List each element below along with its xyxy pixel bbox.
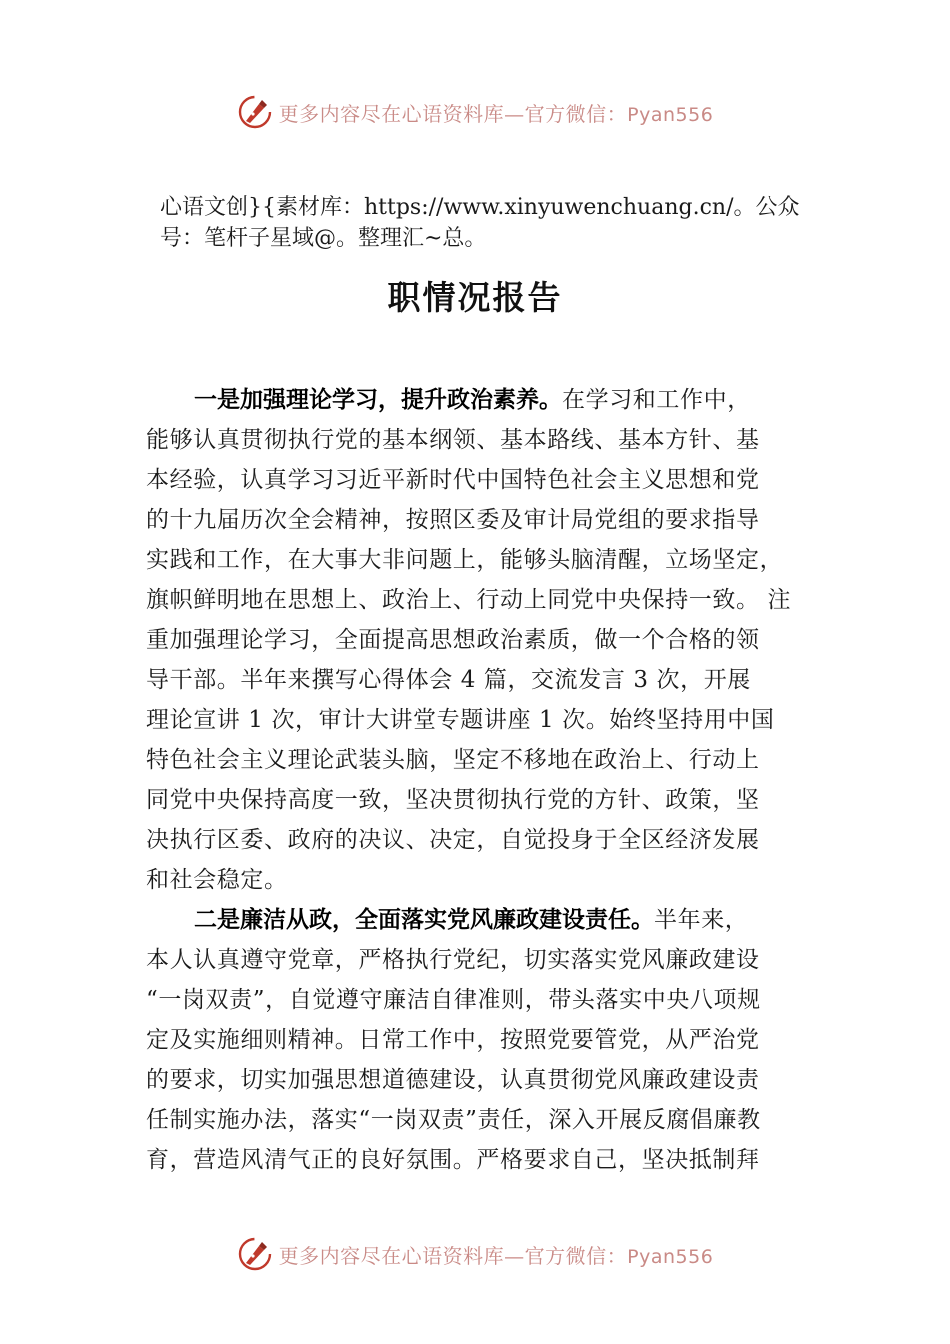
paragraph-1-line: 能够认真贯彻执行党的基本纲领、基本路线、基本方针、基 [146, 427, 760, 453]
paragraph-1-line: 和社会稳定。 [146, 867, 288, 893]
paragraph-2-line: 的要求，切实加强思想道德建设，认真贯彻党风廉政建设责 [146, 1067, 760, 1093]
pen-nib-logo-icon [237, 1236, 273, 1272]
paragraph-1-line: 本经验，认真学习习近平新时代中国特色社会主义思想和党 [146, 467, 760, 493]
paragraph-1-line: 决执行区委、政府的决议、决定，自觉投身于全区经济发展 [146, 827, 760, 853]
wechat-id: Pyan556 [627, 1245, 714, 1268]
paragraph-2-line: “一岗双责”，自觉遵守廉洁自律准则，带头落实中央八项规 [146, 987, 761, 1013]
paragraph-2-line: 本人认真遵守党章，严格执行党纪，切实落实党风廉政建设 [146, 947, 760, 973]
paragraph-2-lead: 二是廉洁从政，全面落实党风廉政建设责任。 [194, 907, 654, 933]
footer-watermark-banner [0, 1234, 950, 1274]
paragraph-1-line: 一是加强理论学习，提升政治素养。在学习和工作中， [194, 387, 751, 413]
paragraph-2-line: 二是廉洁从政，全面落实党风廉政建设责任。半年来， [194, 907, 749, 933]
header-watermark-banner [0, 92, 950, 132]
wechat-id: Pyan556 [627, 103, 714, 126]
watermark-text: 更多内容尽在心语资料库—官方微信：Pyan556 [278, 101, 714, 126]
paragraph-1-line: 同党中央保持高度一致，坚决贯彻执行党的方针、政策，坚 [146, 787, 760, 813]
watermark-text: 更多内容尽在心语资料库—官方微信：Pyan556 [278, 1243, 714, 1268]
source-note: 心语文创}{素材库：https://www.xinyuwenchuang.cn/。公众号：笔杆子星域@。整理汇~总。 [160, 195, 800, 251]
paragraph-2-line: 育，营造风清气正的良好氛围。严格要求自己，坚决抵制拜 [146, 1147, 760, 1173]
paragraph-2-line: 任制实施办法，落实“一岗双责”责任，深入开展反腐倡廉教 [146, 1107, 761, 1133]
pen-nib-logo-icon [237, 94, 273, 130]
paragraph-1-lead: 一是加强理论学习，提升政治素养。 [194, 387, 562, 413]
document-body [146, 380, 810, 1180]
paragraph-2-line: 定及实施细则精神。日常工作中，按照党要管党，从严治党 [146, 1027, 760, 1053]
paragraph-1-line: 实践和工作，在大事大非问题上，能够头脑清醒，立场坚定， [146, 547, 784, 573]
paragraph-1-line: 的十九届历次全会精神，按照区委及审计局党组的要求指导 [146, 507, 760, 533]
document-title: 职情况报告 [387, 278, 563, 317]
paragraph-1-line: 导干部。半年来撰写心得体会 4 篇，交流发言 3 次，开展 [146, 667, 751, 693]
paragraph-1-line: 特色社会主义理论武装头脑，坚定不移地在政治上、行动上 [146, 747, 760, 773]
paragraph-1-line: 旗帜鲜明地在思想上、政治上、行动上同党中央保持一致。 注 [146, 587, 792, 613]
paragraph-1-line: 理论宣讲 1 次，审计大讲堂专题讲座 1 次。始终坚持用中国 [146, 707, 775, 733]
paragraph-1-line: 重加强理论学习，全面提高思想政治素质，做一个合格的领 [146, 627, 760, 653]
